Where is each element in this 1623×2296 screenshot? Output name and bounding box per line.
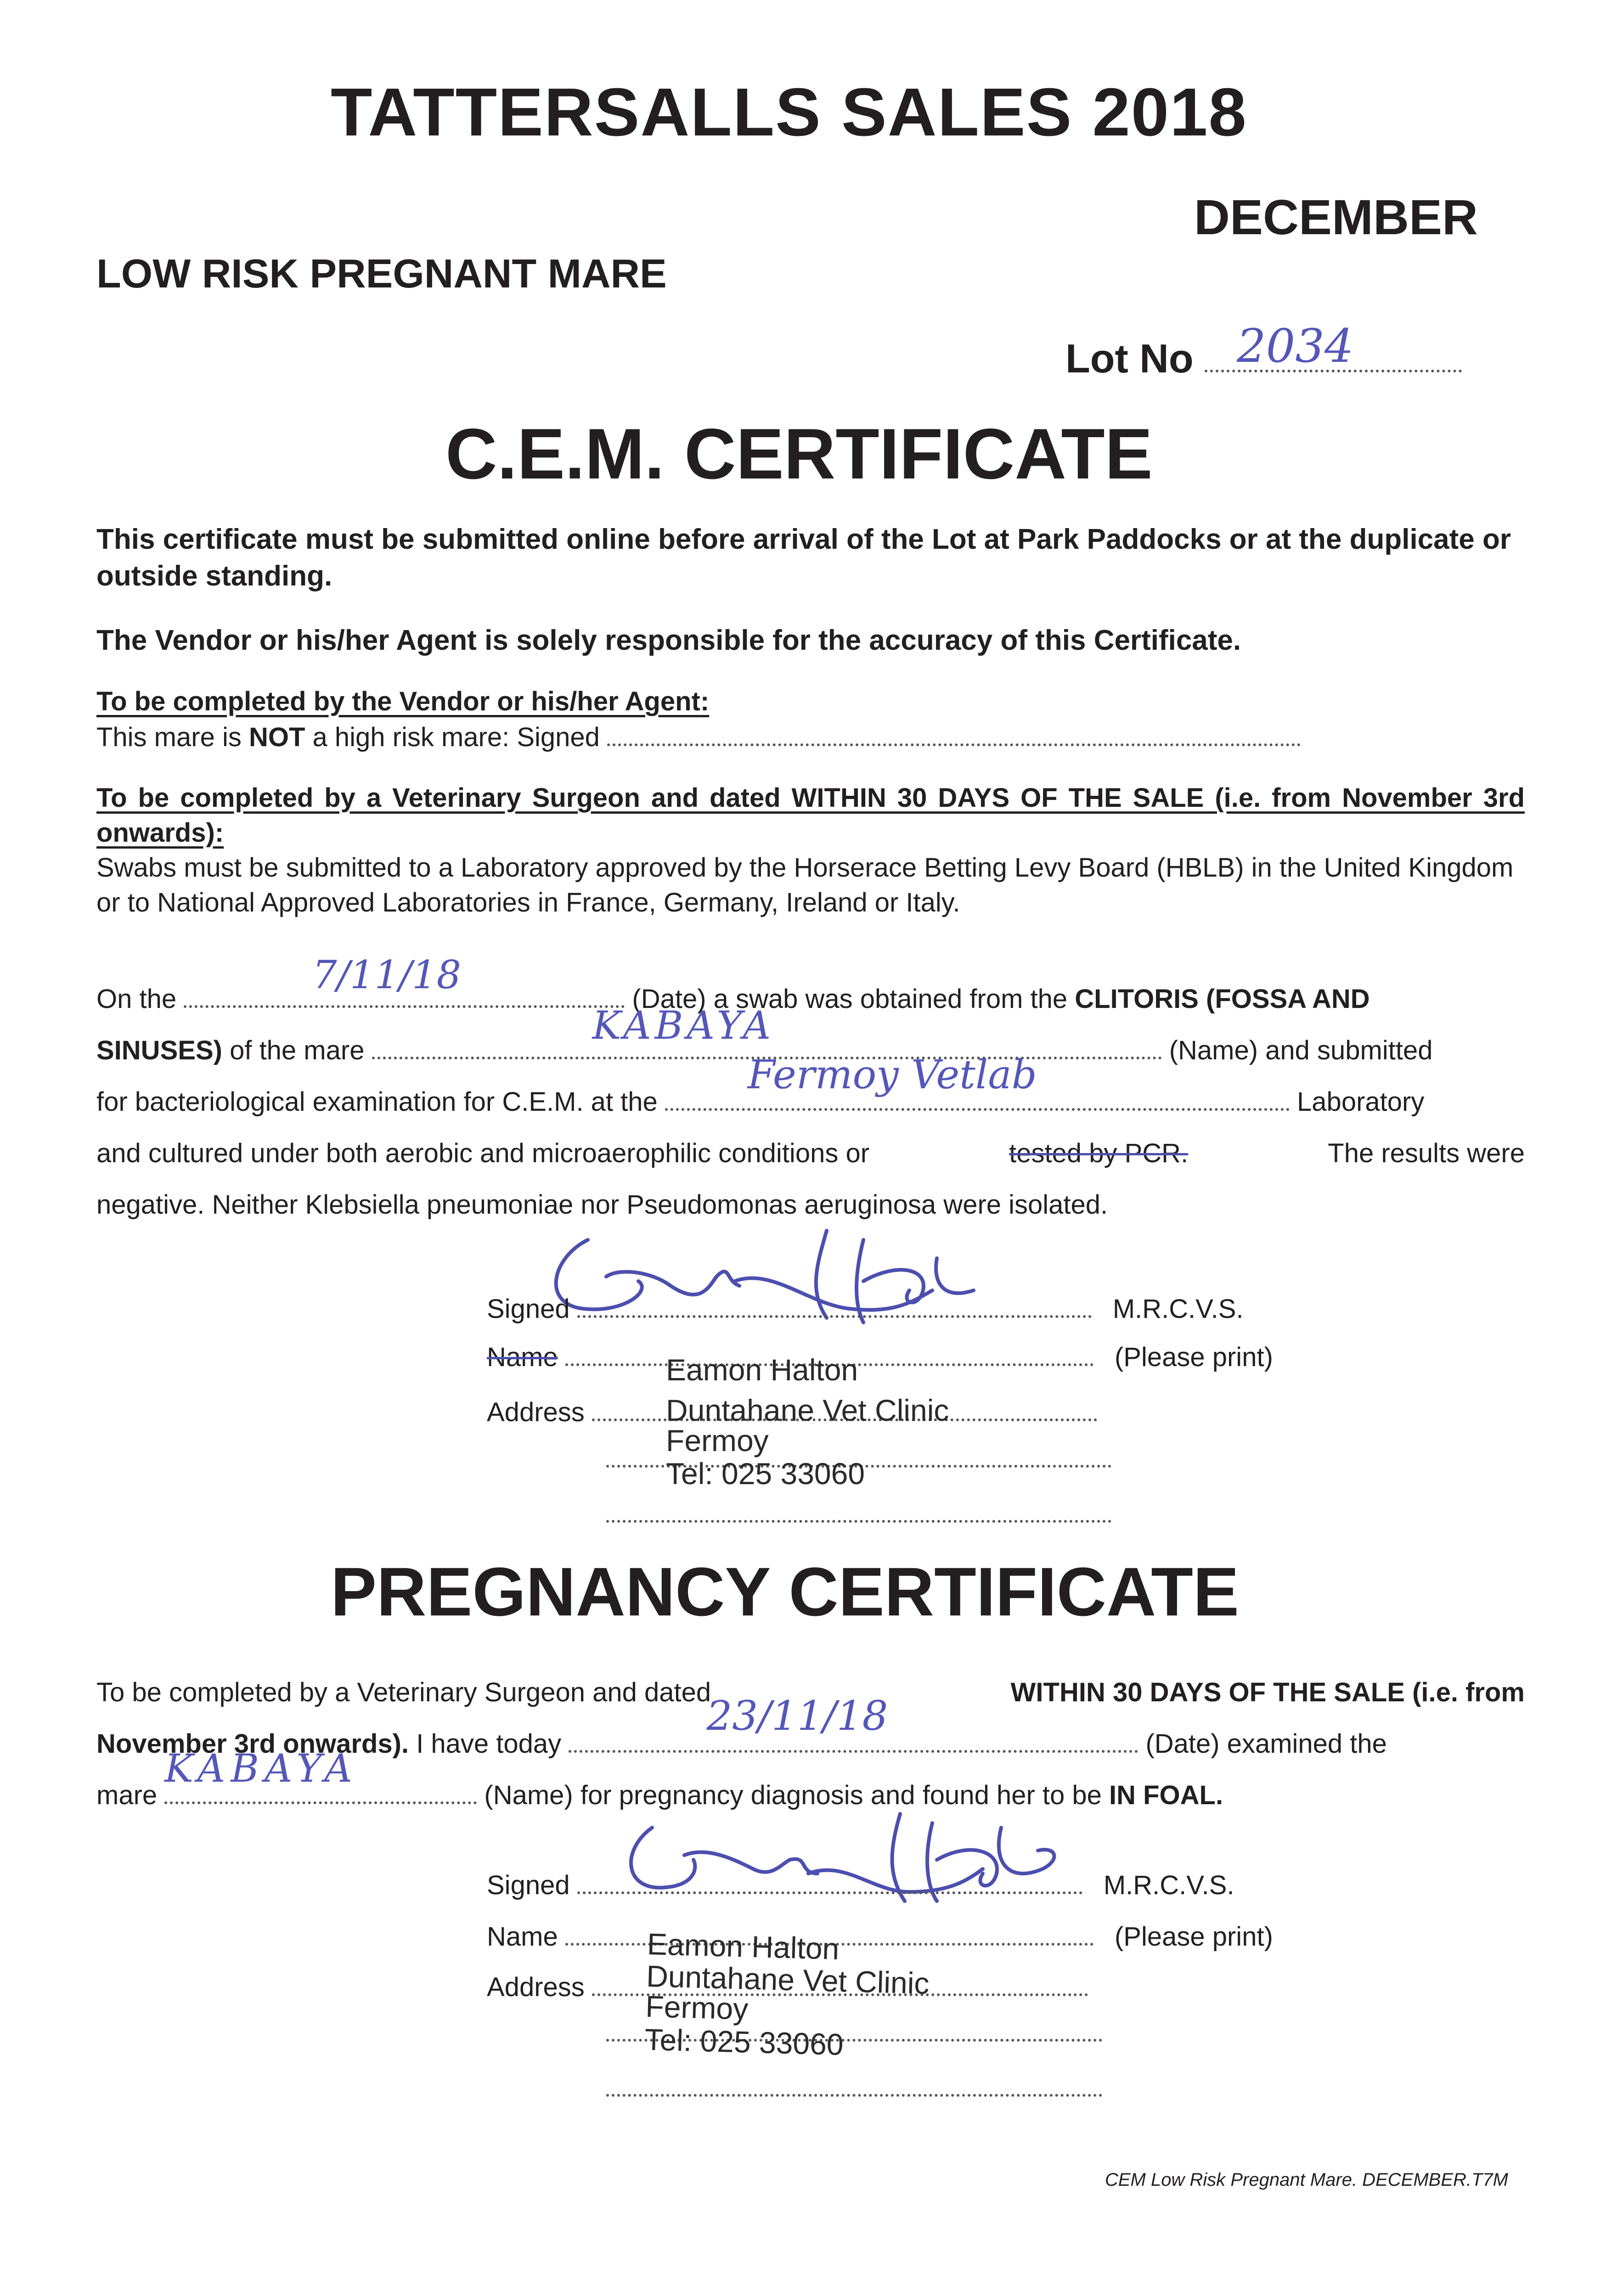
cem-signed-label: Signed	[487, 1294, 570, 1324]
laboratory-label: Laboratory	[1297, 1087, 1425, 1117]
swab-date-value: 7/11/18	[312, 952, 462, 997]
cem-certificate-title: C.E.M. CERTIFICATE	[445, 414, 1153, 494]
cultured-text: and cultured under both aerobic and microaerophilic conditions or	[96, 1138, 870, 1168]
vendor-signature-field[interactable]	[607, 743, 1301, 746]
lot-number-value: 2034	[1237, 319, 1354, 373]
pregnancy-date-value: 23/11/18	[706, 1692, 888, 1739]
pregnancy-stamp-town: Fermoy	[645, 1989, 749, 2026]
swab-date-field[interactable]	[184, 952, 625, 1008]
lot-number-field[interactable]	[1205, 319, 1462, 373]
pcr-struck-text: tested by PCR.	[1009, 1138, 1189, 1168]
form-reference: CEM Low Risk Pregnant Mare. DECEMBER.T7M	[1105, 2170, 1508, 2190]
cem-mare-name-value: KABAYA	[592, 1003, 775, 1048]
pregnancy-line2-post: (Date) examined the	[1145, 1729, 1387, 1759]
pregnancy-vet-stamp	[644, 1929, 930, 2062]
vendor-declaration	[96, 720, 1301, 755]
pregnancy-line1-bold: WITHIN 30 DAYS OF THE SALE (i.e. from	[1010, 1677, 1525, 1707]
cem-mrcvs: M.R.C.V.S.	[1112, 1294, 1244, 1324]
submission-instructions: This certificate must be submitted online before arrival of the Lot at Park Paddocks or at the duplicate or outside standing.	[96, 523, 1511, 592]
vendor-section-heading: To be completed by the Vendor or his/her Agent:	[96, 687, 710, 716]
sale-month: DECEMBER	[1194, 189, 1478, 245]
certificate-category: LOW RISK PREGNANT MARE	[96, 251, 667, 296]
vendor-responsibility: The Vendor or his/her Agent is solely responsible for the accuracy of this Certificate.	[96, 625, 1241, 656]
swab-line-5: negative. Neither Klebsiella pneumoniae nor Pseudomonas aeruginosa were isolated.	[96, 1190, 1108, 1220]
pregnancy-stamp-name: Eamon Halton	[647, 1927, 840, 1966]
pregnancy-stamp-clinic: Duntahane Vet Clinic	[646, 1958, 930, 2001]
cem-address-field-3[interactable]	[606, 1520, 1111, 1523]
bacteriological-text: for bacteriological examination for C.E.M. at the	[96, 1087, 658, 1117]
pregnancy-line2-bold: November 3rd onwards).	[96, 1729, 409, 1759]
lot-number-row	[1065, 319, 1462, 382]
swab-date-text: (Date) a swab was obtained from the	[632, 984, 1068, 1014]
name-submitted-text: (Name) and submitted	[1169, 1035, 1433, 1065]
swab-line-4	[96, 1128, 1525, 1179]
clitoris-text: CLITORIS (FOSSA AND	[1075, 984, 1370, 1014]
pregnancy-mrcvs: M.R.C.V.S.	[1103, 1870, 1234, 1900]
pregnancy-signed-field[interactable]	[577, 1891, 1082, 1894]
vet-heading-text: To be completed by a Veterinary Surgeon and dated WITHIN 30 DAYS OF THE SALE (i.e. from November 3rd onwards)	[96, 783, 1525, 848]
cem-address-label: Address	[487, 1397, 585, 1427]
pregnancy-line3-post: (Name) for pregnancy diagnosis and found her to be	[484, 1780, 1102, 1810]
cem-stamp-town: Fermoy	[666, 1424, 769, 1458]
of-the-mare-label: of the mare	[230, 1035, 365, 1065]
vet-section-heading: To be completed by a Veterinary Surgeon and dated WITHIN 30 DAYS OF THE SALE (i.e. from November 3rd onwards):	[96, 783, 1525, 848]
document-title: TATTERSALLS SALES 2018	[331, 74, 1247, 150]
pregnancy-address-label: Address	[487, 1972, 585, 2002]
cem-signed-field[interactable]	[577, 1315, 1092, 1318]
lot-number-label: Lot No	[1065, 336, 1194, 381]
pregnancy-date-field[interactable]	[569, 1692, 1138, 1753]
pregnancy-signed-row	[487, 1860, 1234, 1911]
laboratory-field[interactable]	[665, 1052, 1290, 1111]
vendor-line-pre: This mare is	[96, 722, 249, 752]
sinuses-text: SINUSES)	[96, 1035, 222, 1065]
pregnancy-please-print: (Please print)	[1114, 1922, 1273, 1952]
cem-stamp-clinic: Duntahane Vet Clinic	[666, 1393, 949, 1427]
cem-stamp-name: Eamon Halton	[666, 1353, 858, 1387]
pregnancy-line2-mid: I have today	[416, 1729, 562, 1759]
pregnancy-name-label: Name	[487, 1922, 558, 1952]
in-foal-text: IN FOAL.	[1109, 1780, 1223, 1810]
cem-vet-stamp	[666, 1355, 949, 1489]
pregnancy-mare-name-value: KABAYA	[164, 1746, 358, 1791]
vendor-line-not: NOT	[248, 722, 305, 752]
vendor-heading-text: To be completed by the Vendor or his/her Agent	[96, 687, 700, 716]
pregnancy-certificate-title: PREGNANCY CERTIFICATE	[331, 1553, 1239, 1630]
cem-name-label: Name	[487, 1342, 558, 1372]
swab-line-3	[96, 1052, 1425, 1128]
cem-signed-row	[487, 1283, 1244, 1335]
pregnancy-mare-label: mare	[96, 1780, 158, 1810]
cem-stamp-tel: Tel: 025 33060	[666, 1457, 865, 1491]
pregnancy-address-field-3[interactable]	[606, 2094, 1102, 2097]
vendor-line-post: a high risk mare: Signed	[305, 722, 600, 752]
results-text: The results were	[1328, 1138, 1525, 1168]
pregnancy-line1-pre: To be completed by a Veterinary Surgeon and dated	[96, 1677, 711, 1707]
cem-please-print: (Please print)	[1114, 1342, 1273, 1372]
swab-requirements: Swabs must be submitted to a Laboratory approved by the Horserace Betting Levy Board (HBLB) in the United Kingdom or to National Approved Laboratories in France, Germany, Ireland or Italy.	[96, 853, 1514, 917]
pregnancy-mare-name-field[interactable]	[164, 1746, 477, 1804]
pregnancy-signed-label: Signed	[487, 1870, 570, 1900]
pregnancy-stamp-tel: Tel: 025 33060	[644, 2022, 844, 2062]
laboratory-value: Fermoy Vetlab	[747, 1052, 1037, 1098]
on-the-label: On the	[96, 984, 177, 1014]
